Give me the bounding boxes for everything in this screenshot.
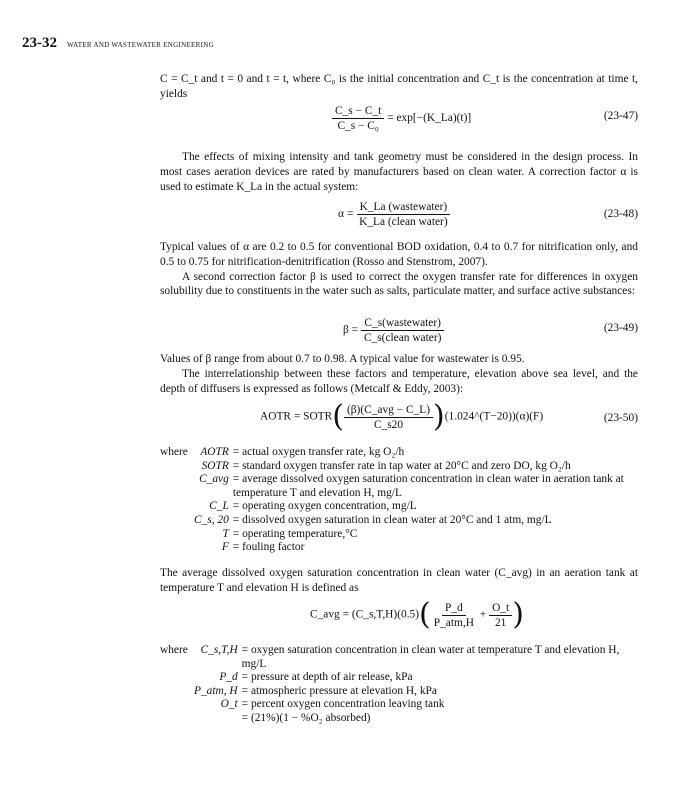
definition-symbol: C_s, 20	[194, 513, 229, 526]
page-header	[22, 34, 214, 52]
definition-symbol	[194, 712, 242, 726]
equation-number: (23-49)	[603, 322, 638, 334]
definition-symbol: C_L	[209, 500, 229, 513]
definition-lead	[160, 460, 194, 474]
definition-row	[160, 446, 638, 460]
running-title: WATER AND WASTEWATER ENGINEERING	[67, 41, 214, 49]
definition-lead	[160, 514, 194, 528]
definition-row	[160, 514, 638, 528]
definition-lead	[160, 473, 194, 500]
cavg-paragraph: The average dissolved oxygen saturation concentration in clean water (C_avg) in an aeration tank at temperature T and elevation H is defined as	[160, 567, 638, 594]
definition-text: = oxygen saturation concentration in clean water at temperature T and elevation H, mg/L	[241, 644, 620, 670]
equation-23-47: $\frac{C\_s - C\_t}{\text{C\_s − C₀}}$ = exp[−(K_La)(t)] (23-47)	[160, 104, 638, 140]
definition-row	[160, 671, 638, 685]
page-number: 23-32	[22, 35, 57, 51]
definition-symbol: C_avg	[199, 473, 229, 486]
definition-text: = atmospheric pressure at elevation H, kPa	[241, 684, 437, 697]
eq47-fraction: $\frac{C\_s - C\_t}{\text{C\_s − C₀}}$	[332, 104, 384, 133]
definition-text: = average dissolved oxygen saturation concentration in clean water in aeration tank at temperature T and elevation H, mg/L	[232, 473, 624, 499]
definition-text: = dissolved oxygen saturation in clean water at 20°C and 1 atm, mg/L	[232, 513, 552, 526]
definition-text: = operating temperature,°C	[232, 527, 358, 540]
values-paragraph: Values of β range from about 0.7 to 0.98. A typical value for wastewater is 0.95. The interrelationship between these factors and temperature, elevation above sea level, and the depth of diffusers is expressed as follows (Metcalf & Eddy, 2003):	[160, 353, 638, 395]
definition-text: = actual oxygen transfer rate, kg O₂/h	[232, 446, 405, 458]
equation-number: (23-48)	[603, 208, 638, 220]
definition-symbol: P_d	[219, 671, 238, 684]
definition-row	[160, 473, 638, 500]
definition-row	[160, 644, 638, 671]
definition-row	[160, 698, 638, 712]
definition-row	[160, 500, 638, 514]
definition-row	[160, 528, 638, 542]
definition-lead	[160, 528, 194, 542]
equation-number: (23-47)	[603, 110, 638, 122]
definition-text: = standard oxygen transfer rate in tap water at 20°C and zero DO, kg O₂/h	[232, 459, 571, 472]
definitions-list-1	[160, 446, 638, 555]
definitions-list-2	[160, 644, 638, 726]
definition-lead: where	[160, 446, 188, 458]
definition-symbol: AOTR	[200, 446, 229, 458]
definition-lead	[160, 541, 194, 555]
definition-text: = pressure at depth of air release, kPa	[241, 671, 413, 684]
eq48-fraction: $\frac{\text{K\_La (wastewater)}}{\text{K\_La (clean water)}}$	[356, 200, 451, 229]
mixing-paragraph: The effects of mixing intensity and tank geometry must be considered in the design process. In most cases aeration devices are rated by manufacturers based on clean water. A correction factor α is used to estimate K_La in the actual system:	[160, 151, 638, 193]
equation-23-48: α = $\frac{\text{K\_La (wastewater)}}{\text{K\_La (clean water)}}$ (23-48)	[338, 201, 638, 228]
definition-symbol: F	[221, 541, 229, 554]
definition-symbol: O_t	[220, 698, 238, 711]
definition-lead: where	[160, 644, 188, 656]
definition-symbol: SOTR	[201, 459, 229, 472]
definition-text: = percent oxygen concentration leaving tank	[241, 698, 445, 711]
equation-number: (23-50)	[603, 412, 638, 424]
typical-values-paragraph: Typical values of α are 0.2 to 0.5 for conventional BOD oxidation, 0.4 to 0.7 for nitrification only, and 0.5 to 0.75 for nitrification-denitrification (Rosso and Stenstrom, 2007). A second correction factor β is used to correct the oxygen transfer rate for differences in oxygen solubility due to constituents in the water such as salts, particulate matter, and surface active substances:	[160, 241, 638, 298]
definition-lead	[160, 712, 194, 726]
definition-symbol: C_s,T,H	[200, 644, 238, 656]
eq49-fraction: $\frac{\text{C\_s(wastewater)}}{\text{C\_s(clean water)}}$	[361, 316, 444, 345]
equation-23-50: AOTR = SOTR( $\frac{\text{(β)(C\_avg − C\_L)}}{C\_s20}$ )(1.024^(T−20))(α)(F) (23-50)	[260, 399, 638, 434]
definition-symbol: T	[222, 527, 229, 540]
intro-paragraph: C = C_t and t = 0 and t = t, where C₀ is the initial concentration and C_t is the concentration at time t, yields	[160, 73, 638, 100]
definition-row	[160, 460, 638, 474]
definition-text: = fouling factor	[232, 541, 305, 554]
definition-lead	[160, 698, 194, 712]
definition-lead	[160, 500, 194, 514]
definition-lead	[160, 685, 194, 699]
definition-lead	[160, 671, 194, 685]
definition-row	[160, 685, 638, 699]
equation-23-49: β = $\frac{\text{C\_s(wastewater)}}{\text{C\_s(clean water)}}$ (23-49)	[343, 317, 638, 344]
equation-cavg: C_avg = (C_s,T,H)(0.5)( $\frac{P\_d}{\text{P\_atm,H}}$ + $\frac{O\_t}{21}$ )	[310, 597, 524, 632]
cavg-fraction-1: $\frac{P\_d}{\text{P\_atm,H}}$	[433, 601, 474, 629]
definition-text: = operating oxygen concentration, mg/L	[232, 500, 417, 513]
definition-row	[160, 712, 638, 726]
definition-symbol: P_atm, H	[194, 684, 238, 697]
definition-text: = (21%)(1 − %O₂ absorbed)	[241, 711, 371, 724]
cavg-fraction-2: $\frac{O\_t}{21}$	[489, 601, 512, 630]
definition-row	[160, 541, 638, 555]
eq50-fraction: $\frac{\text{(β)(C\_avg − C\_L)}}{C\_s20}$	[344, 403, 433, 432]
